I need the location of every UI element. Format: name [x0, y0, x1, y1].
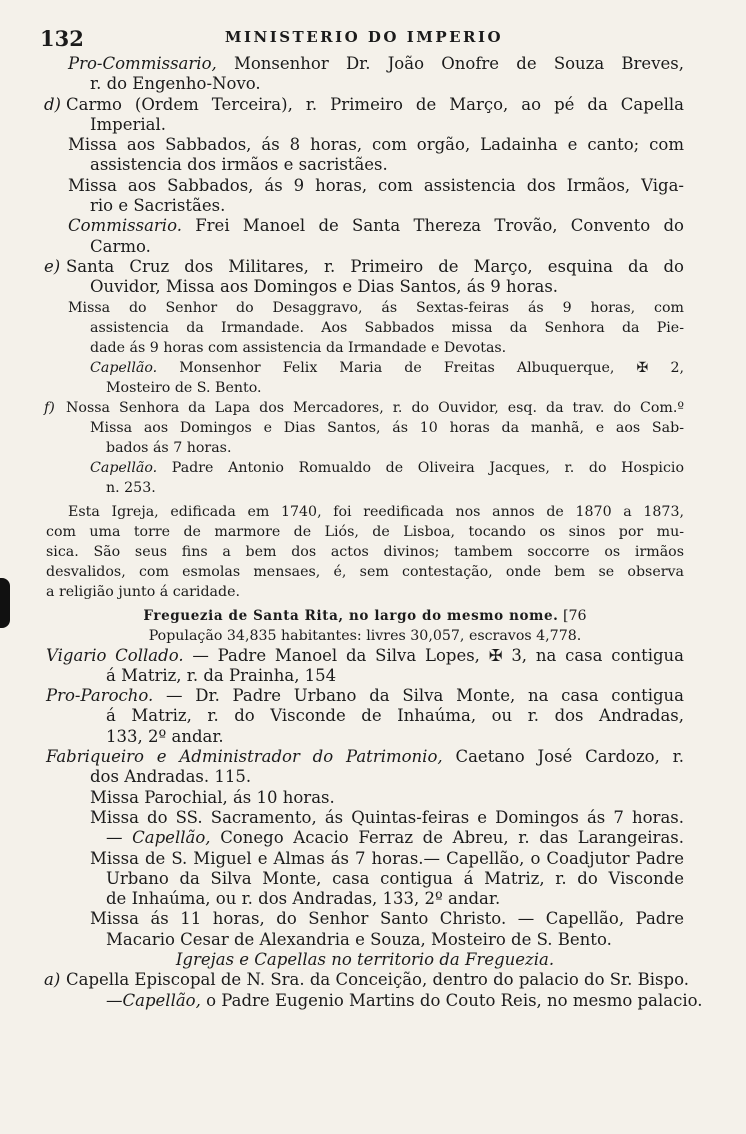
paragraph-line: a religião junto á caridade.	[46, 583, 240, 600]
entry-line: bados ás 7 horas.	[106, 439, 232, 456]
entry-line: Ouvidor, Missa aos Domingos e Dias Santos, ás 9 horas.	[90, 277, 559, 297]
parish-number: [76	[562, 607, 587, 624]
parish-line: Missa Parochial, ás 10 horas.	[90, 787, 335, 807]
page-header	[40, 24, 688, 52]
entry-line: d) Carmo (Ordem Terceira), r. Primeiro de Março, ao pé da Capella	[44, 94, 684, 114]
parish-line: Missa de S. Miguel e Almas ás 7 horas.— Capellão, o Coadjutor Padre	[90, 848, 684, 868]
entry-line: Capellão. Monsenhor Felix Maria de Freitas Albuquerque, ✠ 2,	[90, 359, 685, 376]
parish-line: Vigario Collado. — Padre Manoel da Silva Lopes, ✠ 3, na casa contigua	[46, 645, 684, 665]
parish-line: Missa do SS. Sacramento, ás Quintas-feiras e Domingos ás 7 horas.	[90, 807, 684, 827]
parish-line: dos Andradas. 115.	[90, 767, 252, 787]
parish-population: População 34,835 habitantes: livres 30,057, escravos 4,778.	[148, 627, 582, 644]
parish-line: de Inhaúma, ou r. dos Andradas, 133, 2º andar.	[106, 889, 501, 909]
entry-line: rio e Sacristães.	[90, 196, 226, 216]
page-number: 132	[40, 26, 84, 51]
parish-line: Pro-Parocho. — Dr. Padre Urbano da Silva Monte, na casa contigua	[46, 686, 685, 706]
entry-line: Capellão. Padre Antonio Romualdo de Oliveira Jacques, r. do Hospicio	[90, 459, 684, 476]
entry-line: a) Capella Episcopal de N. Sra. da Conceição, dentro do palacio do Sr. Bispo.	[44, 970, 689, 990]
parish-line: Urbano da Silva Monte, casa contigua á Matriz, r. do Visconde	[106, 868, 684, 888]
parish-heading: Freguezia de Santa Rita, no largo do mesmo nome. [76	[143, 607, 587, 624]
entry-line: Imperial.	[90, 114, 167, 134]
parish-subheading: Igrejas e Capellas no territorio da Freguezia.	[175, 950, 555, 970]
parish-line: Fabriqueiro e Administrador do Patrimonio, Caetano José Cardozo, r.	[46, 747, 684, 767]
parish-line: á Matriz, r. da Prainha, 154	[106, 665, 337, 685]
parish-line: — Capellão, Conego Acacio Ferraz de Abreu, r. das Larangeiras.	[106, 828, 684, 848]
entry-line: f) Nossa Senhora da Lapa dos Mercadores, r. do Ouvidor, esq. da trav. do Com.º	[44, 399, 684, 416]
entry-line: Missa aos Domingos e Dias Santos, ás 10 horas da manhã, e aos Sab-	[90, 419, 684, 436]
parish-line: á Matriz, r. do Visconde de Inhaúma, ou r. dos Andradas,	[106, 706, 684, 726]
parish-line: 133, 2º andar.	[106, 726, 224, 746]
entry-line: assistencia dos irmãos e sacristães.	[90, 155, 388, 175]
entry-line: e) Santa Cruz dos Militares, r. Primeiro de Março, esquina da do	[44, 256, 684, 276]
entry-line: Pro-Commissario, Monsenhor Dr. João Onofre de Souza Breves,	[68, 54, 684, 73]
parish-line: Macario Cesar de Alexandria e Souza, Mosteiro de S. Bento.	[106, 929, 612, 949]
entry-line: Mosteiro de S. Bento.	[106, 379, 262, 396]
running-head: MINISTERIO DO IMPERIO	[224, 28, 504, 46]
entry-line: Missa aos Sabbados, ás 9 horas, com assistencia dos Irmãos, Viga-	[68, 175, 684, 195]
entry-line: Carmo.	[90, 236, 151, 256]
entry-line: Missa aos Sabbados, ás 8 horas, com orgão, Ladainha e canto; com	[68, 135, 684, 155]
entry-line: —Capellão, o Padre Eugenio Martins do Couto Reis, no mesmo palacio.	[106, 990, 703, 1010]
entry-line: n. 253.	[106, 479, 156, 496]
entry-line: Missa do Senhor do Desaggravo, ás Sextas-feiras ás 9 horas, com	[68, 299, 684, 316]
paragraph-line: sica. São seus fins a bem dos actos divinos; tambem soccorre os irmãos	[46, 543, 684, 560]
entry-line: assistencia da Irmandade. Aos Sabbados missa da Senhora da Pie-	[90, 319, 684, 336]
paragraph-line: desvalidos, com esmolas mensaes, é, sem contestação, onde bem se observa	[46, 563, 684, 580]
ink-blot	[0, 578, 10, 628]
entry-line: r. do Engenho-Novo.	[90, 74, 261, 94]
page-body	[44, 54, 703, 1011]
entry-line: dade ás 9 horas com assistencia da Irmandade e Devotas.	[90, 339, 507, 356]
entry-line: Commissario. Frei Manoel de Santa Thereza Trovão, Convento do	[68, 216, 684, 236]
paragraph-line: com uma torre de marmore de Liós, de Lisboa, tocando os sinos por mu-	[46, 523, 684, 540]
parish-line: Missa ás 11 horas, do Senhor Santo Christo. — Capellão, Padre	[90, 909, 684, 929]
paragraph-line: Esta Igreja, edificada em 1740, foi reedificada nos annos de 1870 a 1873,	[68, 503, 684, 520]
